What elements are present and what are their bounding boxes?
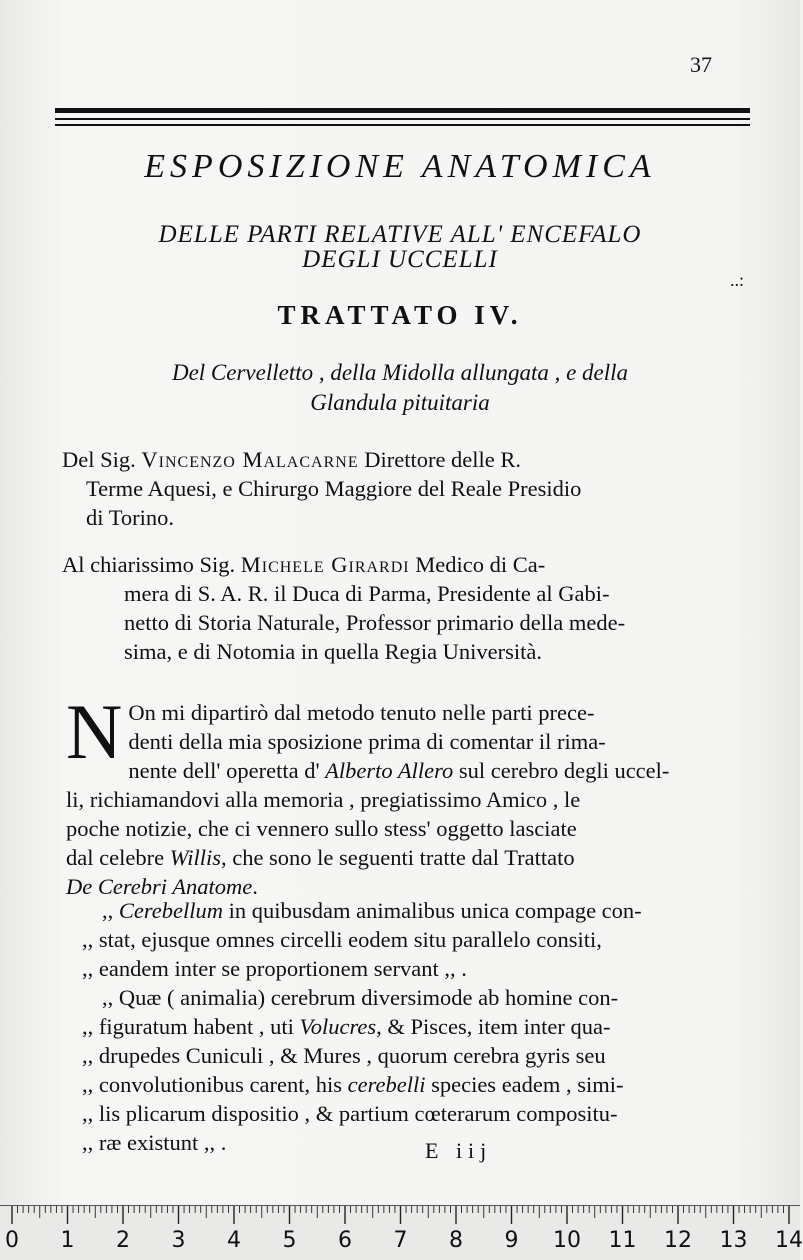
dedication-prefix: Al chiarissimo Sig. bbox=[62, 552, 236, 577]
subject-line: Del Cervelletto , della Midolla allungata , e della bbox=[171, 360, 629, 385]
ruler-number: 14 bbox=[775, 1228, 803, 1253]
header-rule-double bbox=[55, 124, 750, 126]
author-line: di Torino. bbox=[86, 505, 175, 530]
author-prefix: Del Sig. bbox=[62, 447, 136, 472]
ruler-number: 13 bbox=[719, 1228, 748, 1253]
quote-text: ,, figuratum habent , uti bbox=[82, 1014, 294, 1039]
author-line: Terme Aquesi, e Chirurgo Maggiore del Reale Presidio bbox=[86, 476, 582, 501]
quote-text: ,, convolutionibus carent, his bbox=[82, 1072, 342, 1097]
quote-mark: ,, bbox=[102, 898, 114, 923]
quote-text: species eadem , simi- bbox=[431, 1072, 624, 1097]
treatise-subject bbox=[0, 358, 800, 418]
work-title: De Cerebri Anatome bbox=[66, 874, 253, 899]
ruler-number: 4 bbox=[227, 1228, 241, 1253]
body-text: nente dell' operetta d' bbox=[128, 758, 320, 783]
quote-text: in quibusdam animalibus unica compage con- bbox=[228, 898, 642, 923]
measurement-ruler bbox=[0, 1205, 803, 1260]
author-name: Vincenzo Malacarne bbox=[141, 447, 359, 472]
subject-line: Glandula pituitaria bbox=[310, 390, 490, 415]
dedication-text: Medico di Ca- bbox=[415, 552, 546, 577]
dedication-block bbox=[62, 550, 762, 666]
header-rule-thin bbox=[55, 118, 750, 120]
quote-line bbox=[82, 1070, 762, 1099]
ruler-number: 0 bbox=[5, 1228, 19, 1253]
ruler-number: 2 bbox=[116, 1228, 130, 1253]
ruler-number: 3 bbox=[171, 1228, 186, 1253]
quote-line bbox=[82, 896, 762, 925]
dedication-line: mera di S. A. R. il Duca di Parma, Presidente al Gabi- bbox=[124, 581, 610, 606]
body-line bbox=[66, 843, 766, 872]
quote-term: Volucres bbox=[299, 1014, 377, 1039]
body-text: dal celebre bbox=[66, 845, 165, 870]
quote-text: , & Pisces, item inter qua- bbox=[376, 1014, 611, 1039]
quote-line: ,, Quæ ( animalia) cerebrum diversimode ab homine con- bbox=[102, 985, 619, 1010]
body-line: li, richiamandovi alla memoria , pregiatissimo Amico , le bbox=[66, 787, 581, 812]
ruler-number: 6 bbox=[338, 1228, 352, 1253]
dedication-line: sima, e di Notomia in quella Regia Università. bbox=[124, 639, 543, 664]
body-line bbox=[66, 756, 766, 785]
author-reference: Willis bbox=[169, 845, 221, 870]
author-reference: Alberto Allero bbox=[325, 758, 454, 783]
author-block bbox=[62, 445, 762, 532]
quote-term: cerebelli bbox=[347, 1072, 426, 1097]
quote-line: ,, eandem inter se proportionem servant ,, . bbox=[82, 956, 467, 981]
ruler-number: 5 bbox=[282, 1228, 297, 1253]
subtitle-line: DELLE PARTI RELATIVE ALL' ENCEFALO bbox=[158, 221, 642, 248]
body-text: , che sono le seguenti tratte dal Trattato bbox=[220, 845, 575, 870]
ruler-number: 1 bbox=[60, 1228, 75, 1253]
quote-line: ,, ræ existunt ,, . bbox=[82, 1130, 227, 1155]
body-text: sul cerebro degli uccel- bbox=[458, 758, 670, 783]
page-subtitle bbox=[0, 222, 800, 272]
quote-term: Cerebellum bbox=[118, 898, 224, 923]
treatise-heading: TRATTATO IV. bbox=[277, 300, 523, 330]
drop-cap: N bbox=[66, 688, 123, 775]
body-line: poche notizie, che ci vennero sullo stess' oggetto lasciate bbox=[66, 816, 577, 841]
ruler-number: 12 bbox=[664, 1228, 692, 1253]
signature-mark: E iij bbox=[425, 1138, 493, 1163]
ruler-number: 11 bbox=[608, 1228, 637, 1253]
quote-line: ,, drupedes Cuniculi , & Mures , quorum cerebra gyris seu bbox=[82, 1043, 606, 1068]
body-paragraph bbox=[66, 688, 766, 901]
dedication-line: netto di Storia Naturale, Professor primario della mede- bbox=[124, 610, 626, 635]
ruler-number: 9 bbox=[504, 1228, 519, 1253]
quote-line bbox=[82, 1012, 762, 1041]
body-text: . bbox=[252, 874, 258, 899]
header-rule-thick bbox=[55, 108, 750, 113]
subtitle-line: DEGLI UCCELLI bbox=[302, 246, 498, 273]
quote-line: ,, lis plicarum dispositio , & partium cœterarum compositu- bbox=[82, 1101, 618, 1126]
dedicatee-name: Michele Girardi bbox=[240, 552, 410, 577]
body-line: denti della mia sposizione prima di comentar il rima- bbox=[128, 729, 606, 754]
body-line: On mi dipartirò dal metodo tenuto nelle parti prece- bbox=[128, 700, 595, 725]
ruler-number: 8 bbox=[449, 1228, 463, 1253]
margin-mark: ..: bbox=[730, 270, 745, 290]
page-title: ESPOSIZIONE ANATOMICA bbox=[144, 148, 656, 185]
author-title: Direttore delle R. bbox=[364, 447, 522, 472]
page-number: 37 bbox=[690, 52, 712, 77]
quote-line: ,, stat, ejusque omnes circelli eodem situ parallelo consiti, bbox=[82, 927, 602, 952]
ruler-number: 10 bbox=[553, 1228, 581, 1253]
latin-quotation bbox=[82, 896, 762, 1157]
ruler-number: 7 bbox=[393, 1228, 408, 1253]
